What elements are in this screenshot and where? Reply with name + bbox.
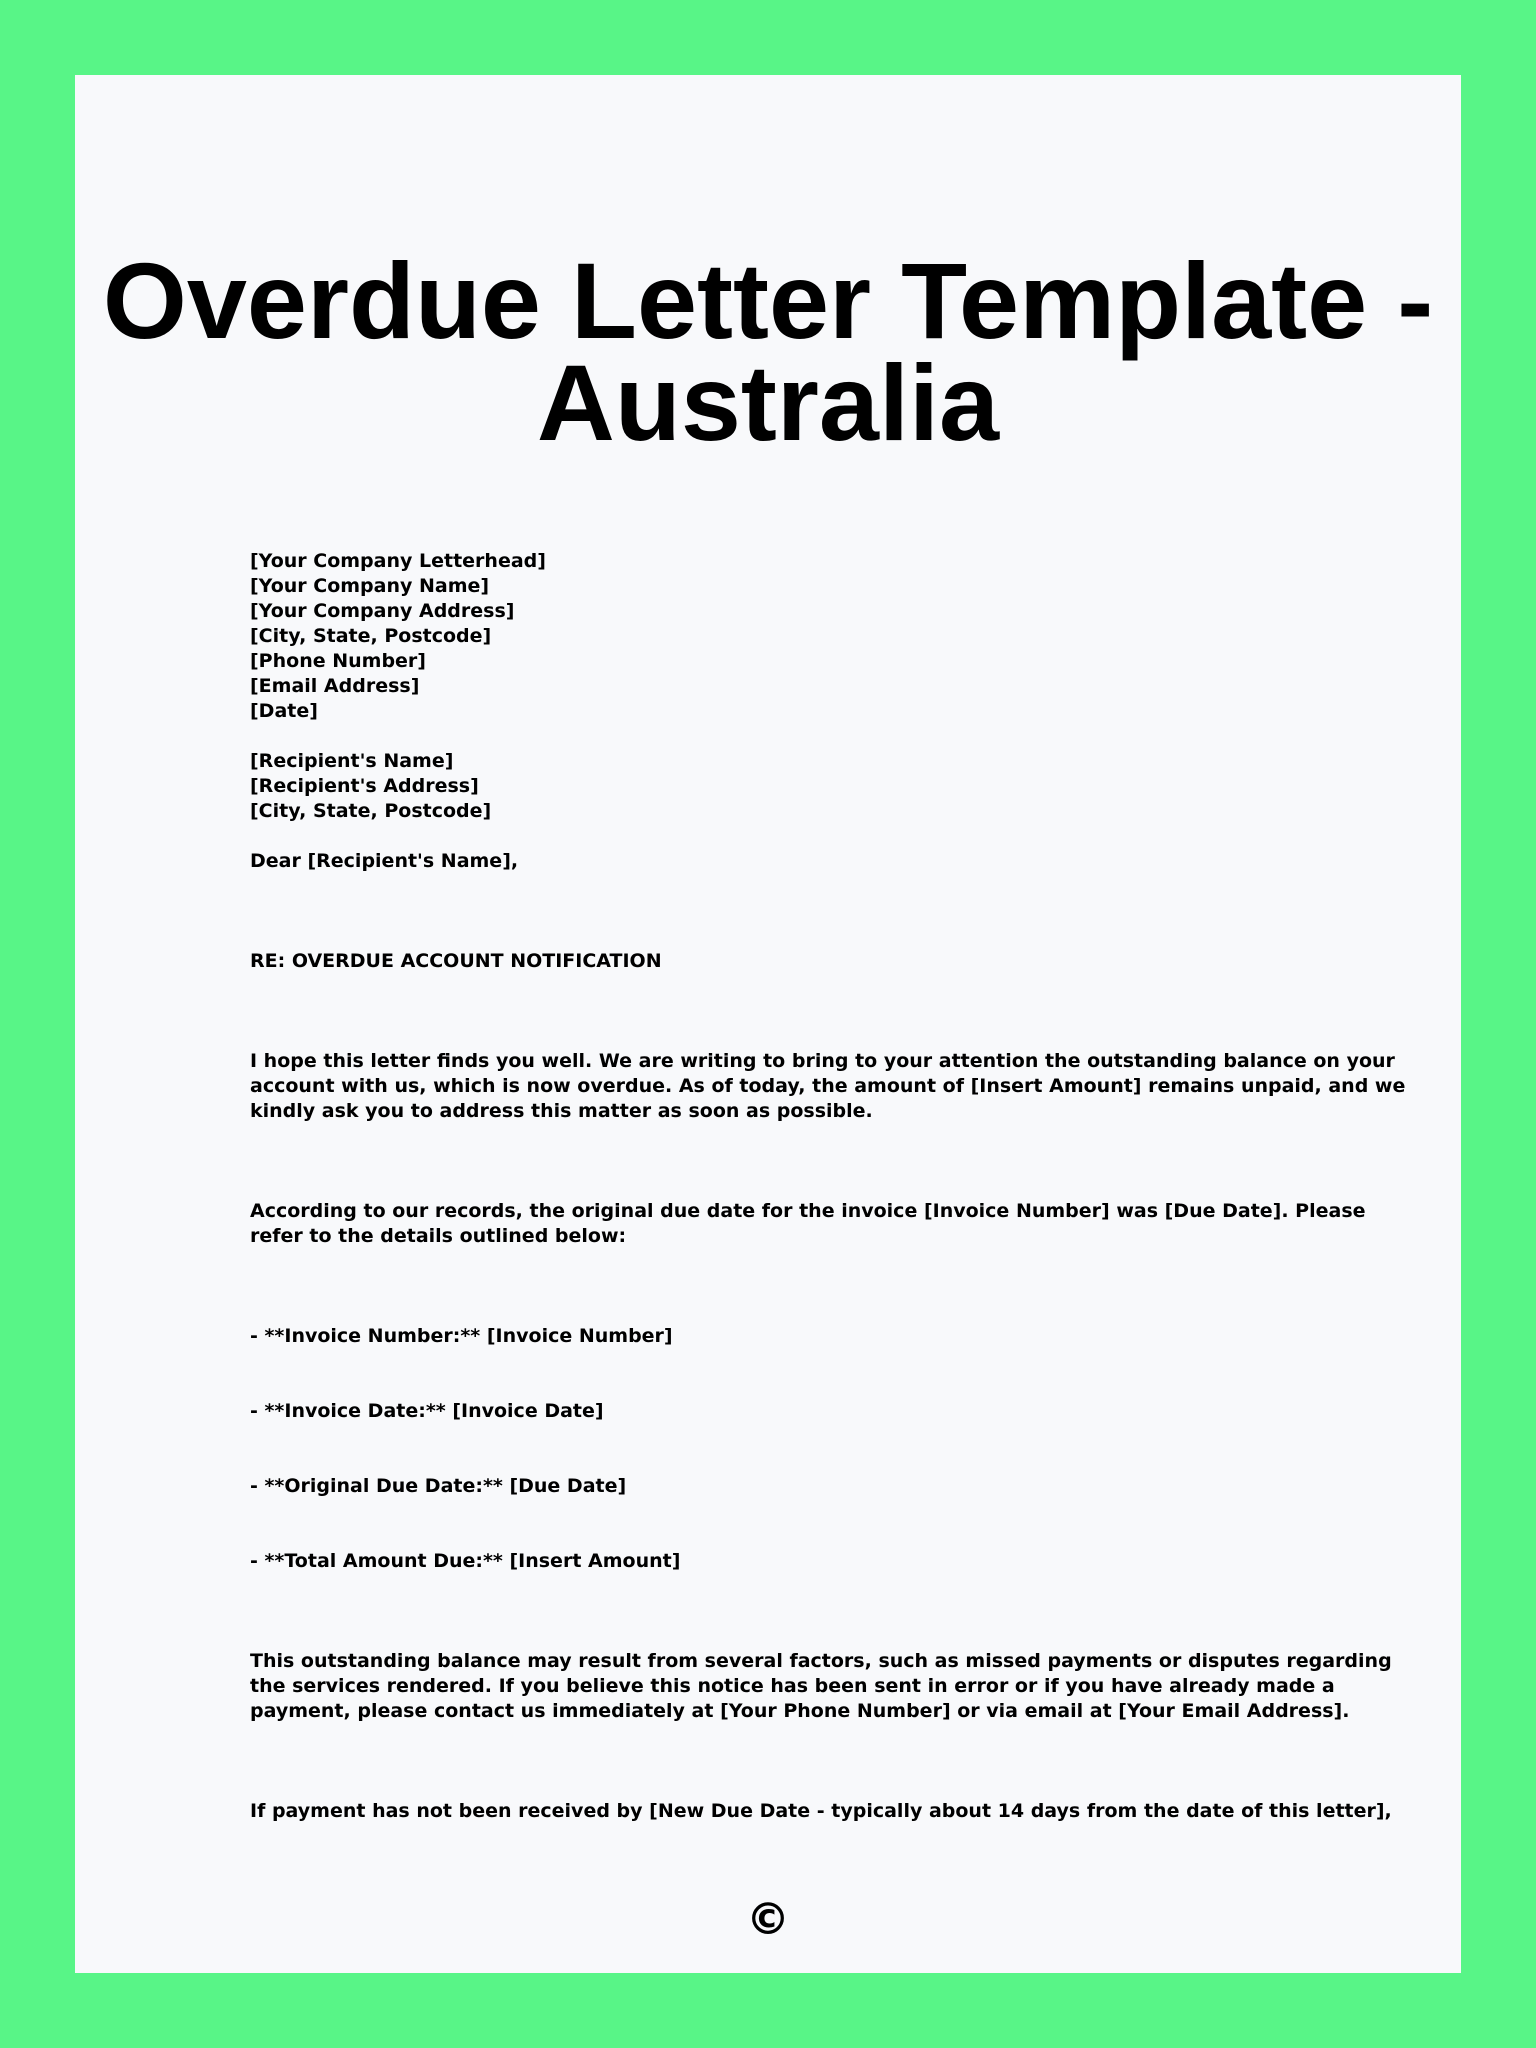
title-line-1: Overdue Letter Template - — [102, 240, 1434, 361]
sender-date: [Date] — [250, 700, 318, 722]
sender-city-state-postcode: [City, State, Postcode] — [250, 625, 492, 647]
paragraph-records-line: According to our records, the original due date for the invoice [Invoice Number] was [Due Date]. Please — [250, 1200, 1366, 1222]
detail-total-amount-due: - **Total Amount Due:** [Insert Amount] — [250, 1550, 681, 1572]
title-line-2: Australia — [536, 342, 1000, 463]
page-title — [75, 240, 1461, 463]
sender-letterhead: [Your Company Letterhead] — [250, 550, 546, 572]
detail-original-due-date: - **Original Due Date:** [Due Date] — [250, 1475, 627, 1497]
recipient-city-state-postcode: [City, State, Postcode] — [250, 800, 492, 822]
document-page — [75, 75, 1461, 1973]
sender-phone: [Phone Number] — [250, 650, 426, 672]
paragraph-balance-line: This outstanding balance may result from several factors, such as missed payments or disputes regarding — [250, 1650, 1392, 1672]
paragraph-intro-line: I hope this letter finds you well. We are writing to bring to your attention the outstanding balance on your — [250, 1050, 1395, 1072]
paragraph-intro-line: kindly ask you to address this matter as soon as possible. — [250, 1100, 873, 1122]
recipient-name: [Recipient's Name] — [250, 750, 454, 772]
paragraph-payment-deadline: If payment has not been received by [New Due Date - typically about 14 days from the date of this letter], — [250, 1800, 1392, 1822]
paragraph-intro-line: account with us, which is now overdue. As of today, the amount of [Insert Amount] remains unpaid, and we — [250, 1075, 1406, 1097]
detail-invoice-date: - **Invoice Date:** [Invoice Date] — [250, 1400, 604, 1422]
paragraph-balance-line: payment, please contact us immediately at [Your Phone Number] or via email at [Your Email Address]. — [250, 1700, 1350, 1722]
subject-line: RE: OVERDUE ACCOUNT NOTIFICATION — [250, 950, 662, 972]
detail-invoice-number: - **Invoice Number:** [Invoice Number] — [250, 1325, 673, 1347]
paragraph-balance — [250, 1649, 1392, 1724]
sender-email: [Email Address] — [250, 675, 420, 697]
copyright-icon: © — [746, 1894, 790, 1945]
sender-company-address: [Your Company Address] — [250, 600, 515, 622]
recipient-address: [Recipient's Address] — [250, 775, 479, 797]
paragraph-intro — [250, 1049, 1406, 1124]
paragraph-records-line: refer to the details outlined below: — [250, 1225, 627, 1247]
paragraph-records — [250, 1199, 1366, 1249]
paragraph-balance-line: the services rendered. If you believe this notice has been sent in error or if you have already made a — [250, 1675, 1335, 1697]
salutation: Dear [Recipient's Name], — [250, 850, 519, 872]
sender-company-name: [Your Company Name] — [250, 575, 490, 597]
